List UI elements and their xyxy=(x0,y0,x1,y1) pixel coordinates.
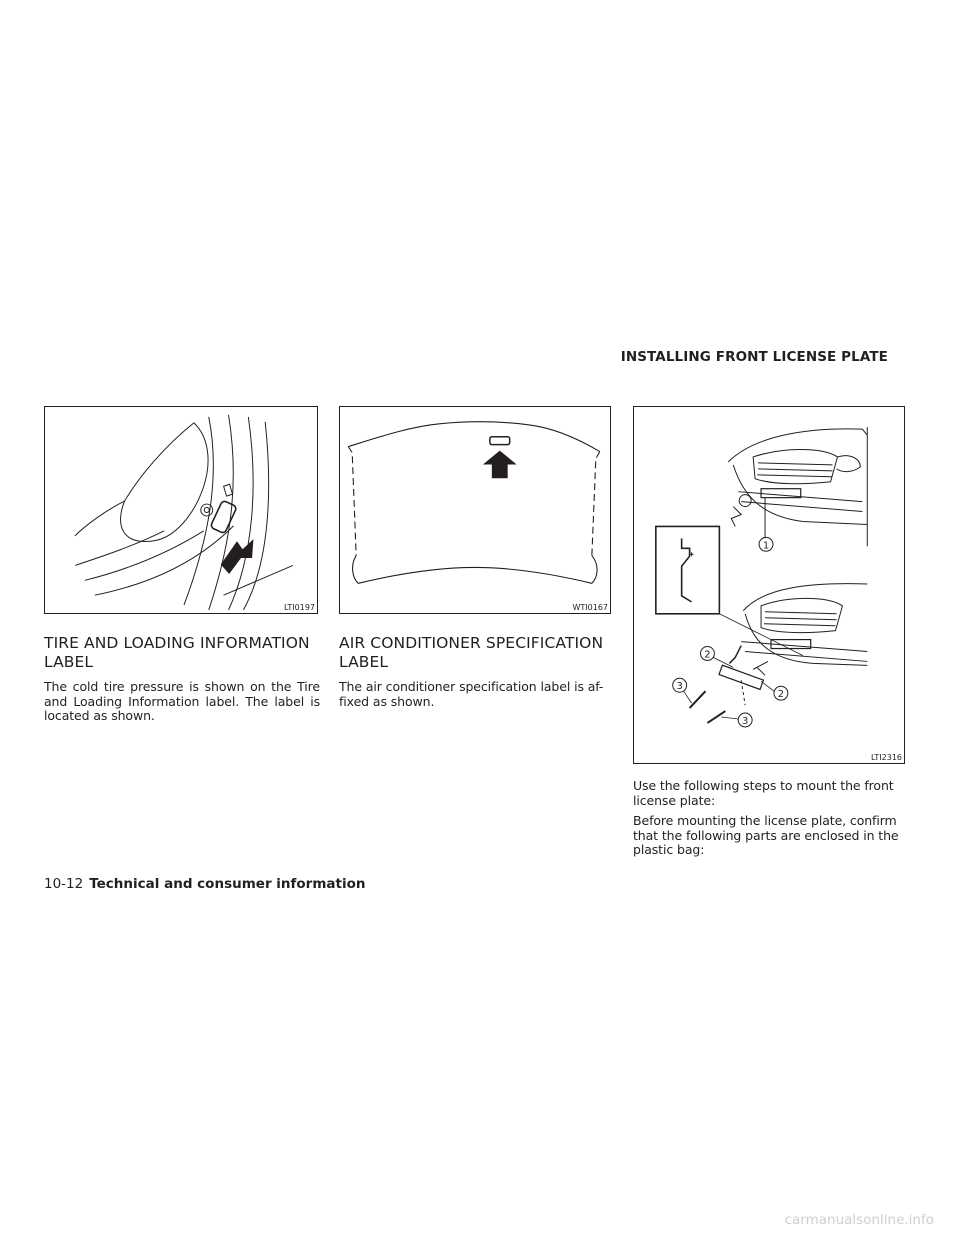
callout-3-left: 3 xyxy=(676,681,683,693)
tire-label-title: TIRE AND LOADING INFORMATION LABEL xyxy=(44,634,310,671)
bracket-detail-box xyxy=(656,526,720,613)
license-plate-parts-check: Before mounting the license plate, confirm that the following parts are enclosed in the plastic bag: xyxy=(633,813,899,857)
ac-label-figure xyxy=(339,406,611,614)
callout-3-right: 3 xyxy=(742,715,749,727)
hood-illustration xyxy=(340,407,610,613)
ac-label-title: AIR CONDITIONER SPECIFICATION LABEL xyxy=(339,634,604,671)
license-plate-illustration xyxy=(634,407,904,763)
callout-1: 1 xyxy=(762,540,770,552)
ac-label-text: The air conditioner specification label is af- fixed as shown. xyxy=(339,679,604,709)
watermark: carmanualsonline.info xyxy=(784,1212,934,1228)
figure-code: LTI2316 xyxy=(871,753,902,762)
tire-label-text: The cold tire pressure is shown on the Tire and Loading Information label. The label is located as shown. xyxy=(44,679,320,723)
callout-2-left: 2 xyxy=(704,649,711,661)
figure-code: LTI0197 xyxy=(284,603,315,612)
door-pillar-illustration xyxy=(45,407,317,613)
section-heading: INSTALLING FRONT LICENSE PLATE xyxy=(620,349,888,365)
tire-label-figure xyxy=(44,406,318,614)
license-plate-steps-intro: Use the following steps to mount the front license plate: xyxy=(633,778,894,808)
chapter-title: Technical and consumer information xyxy=(89,876,366,892)
license-plate-figure xyxy=(633,406,905,764)
callout-2-right: 2 xyxy=(777,689,785,701)
page-footer xyxy=(44,876,365,892)
page-number: 10-12 xyxy=(44,876,84,892)
figure-code: WTI0167 xyxy=(572,603,608,612)
